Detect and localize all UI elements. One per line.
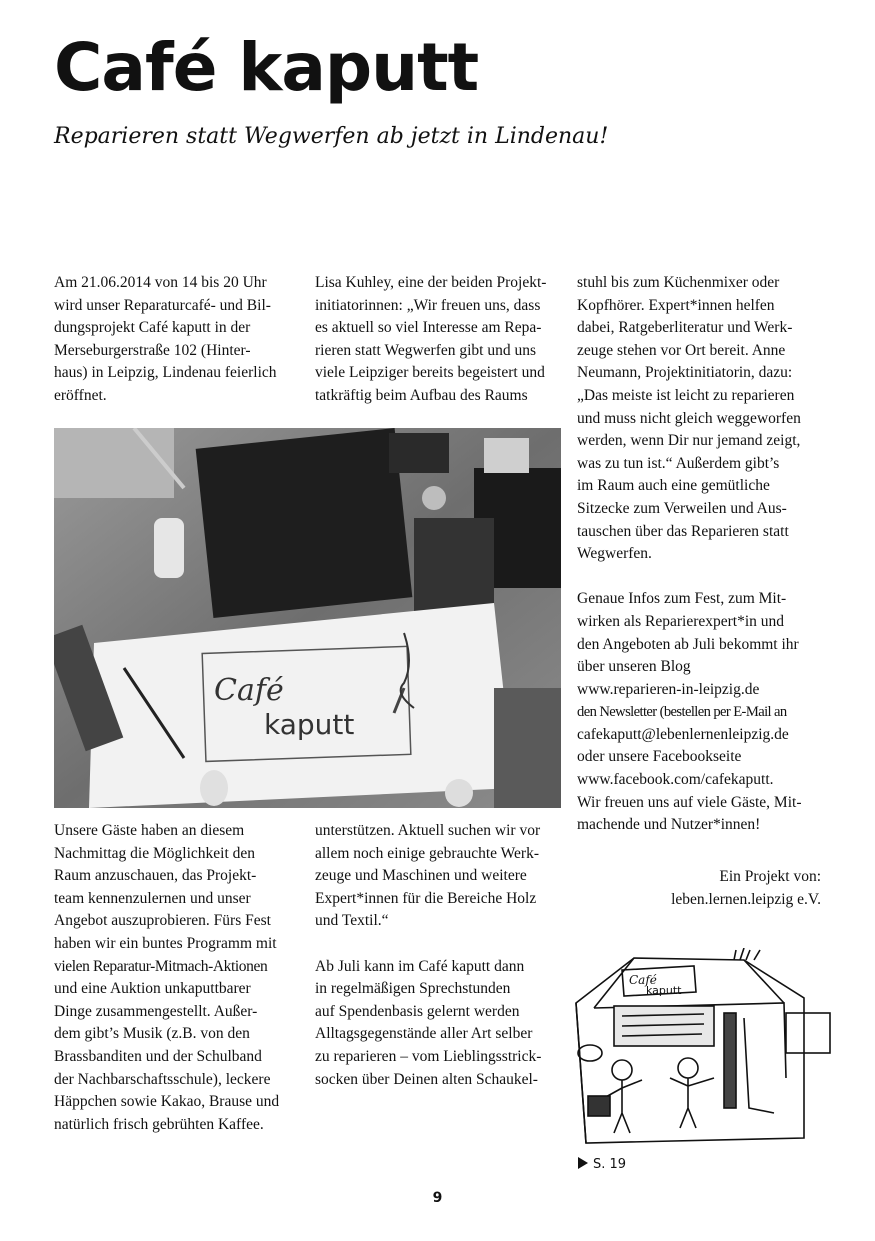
text-line: zeuge und Maschinen und weitere (315, 867, 527, 885)
text-line: dem gibt’s Musik (z.B. von den (54, 1025, 250, 1043)
text-line: Häppchen sowie Kakao, Brause und (54, 1093, 280, 1111)
text-line: Raum anzuschauen, das Projekt- (54, 867, 257, 885)
text-line: wird unser Reparaturcafé- und Bil- (54, 296, 271, 314)
photo-logo-line1: Café (214, 673, 284, 708)
text-line: tatkräftig beim Aufbau des Raums (315, 386, 528, 404)
text-line: Expert*innen für die Bereiche Holz (315, 889, 537, 907)
text-line: auf Spendenbasis gelernt werden (315, 1002, 520, 1020)
drawing-sign-line1: Café (629, 973, 657, 987)
text-line: den Newsletter (bestellen per E-Mail an (577, 704, 787, 721)
email-link[interactable]: cafekaputt@lebenlernenleipzig.de (577, 725, 789, 743)
text-line: haus) in Leipzig, Lindenau feierlich (54, 364, 277, 382)
text-line: vielen Reparatur-Mitmach-Aktionen (54, 957, 268, 975)
project-credit (577, 866, 821, 911)
article-subtitle: Reparieren statt Wegwerfen ab jetzt in Lindenau! (54, 124, 609, 149)
text-line: und Textil.“ (315, 912, 389, 930)
article-title: Café kaputt (54, 29, 479, 106)
text-line: dungsprojekt Café kaputt in der (54, 319, 251, 337)
text-line: Lisa Kuhley, eine der beiden Projekt- (315, 274, 547, 291)
text-line: werden, wenn Dir nur jemand zeigt, (577, 432, 801, 450)
text-line: unterstützen. Aktuell suchen wir vor (315, 822, 541, 839)
text-line: Wegwerfen. (577, 545, 652, 563)
text-line: team kennenzulernen und unser (54, 889, 251, 907)
photo-logo-line2: kaputt (264, 708, 355, 741)
text-line: Kopfhörer. Expert*innen helfen (577, 296, 775, 314)
text-line: den Angeboten ab Juli bekommt ihr (577, 635, 799, 653)
text-line: Nachmittag die Möglichkeit den (54, 844, 256, 862)
text-line: Unsere Gäste haben an diesem (54, 822, 245, 839)
text-line: zu reparieren – vom Lieblingsstrick- (315, 1047, 542, 1065)
text-line: socken über Deinen alten Schaukel- (315, 1070, 538, 1088)
text-line: rieren statt Wegwerfen gibt und uns (315, 341, 537, 359)
text-line: Genaue Infos zum Fest, zum Mit- (577, 590, 787, 608)
text-line: wirken als Reparierexpert*in und (577, 612, 785, 630)
credit-line: Ein Projekt von: (719, 868, 821, 885)
text-line: Angebot auszuprobieren. Fürs Fest (54, 912, 271, 930)
blog-link[interactable]: www.reparieren-in-leipzig.de (577, 680, 760, 698)
text-line: dabei, Ratgeberliteratur und Werk- (577, 319, 793, 337)
column-1-bottom (54, 820, 298, 1136)
text-line: Alltagsgegenstände aller Art selber (315, 1025, 533, 1043)
text-line: haben wir ein buntes Programm mit (54, 934, 277, 952)
text-line: Dinge zusammengestellt. Außer- (54, 1002, 258, 1020)
text-line: Neumann, Projektinitiatorin, dazu: (577, 364, 793, 382)
text-line: im Raum auch eine gemütliche (577, 477, 770, 495)
facebook-link[interactable]: www.facebook.com/cafekaputt. (577, 771, 774, 789)
column-3 (577, 272, 821, 837)
text-line: stuhl bis zum Küchenmixer oder (577, 274, 780, 291)
page-ref-text: S. 19 (593, 1157, 627, 1172)
credit-line: leben.lernen.leipzig e.V. (671, 890, 821, 908)
photo-illustration (54, 428, 561, 808)
text-line: Brassbanditen und der Schulband (54, 1047, 262, 1065)
text-line: der Nachbarschaftsschule), leckere (54, 1070, 271, 1088)
text-line: viele Leipziger bereits begeistert und (315, 364, 545, 382)
text-line: Ab Juli kann im Café kaputt dann (315, 957, 525, 975)
cafe-photo (54, 428, 561, 808)
text-line: oder unsere Facebookseite (577, 748, 742, 766)
cafe-drawing (574, 948, 836, 1144)
play-triangle-icon (578, 1157, 588, 1169)
column-1-top (54, 272, 298, 408)
text-line: was zu tun ist.“ Außerdem gibt’s (577, 454, 780, 472)
text-line: Am 21.06.2014 von 14 bis 20 Uhr (54, 274, 267, 291)
text-line: und muss nicht gleich weggeworfen (577, 409, 801, 427)
text-line: in regelmäßigen Sprechstunden (315, 980, 511, 998)
text-line: Wir freuen uns auf viele Gäste, Mit- (577, 793, 802, 811)
text-line: Sitzecke zum Verweilen und Aus- (577, 499, 787, 517)
text-line: eröffnet. (54, 386, 107, 404)
page-reference (578, 1156, 626, 1174)
sketch-illustration (574, 948, 836, 1144)
drawing-sign-line2: kaputt (646, 984, 682, 997)
text-line: natürlich frisch gebrühten Kaffee. (54, 1115, 264, 1133)
text-line: es aktuell so viel Interesse am Repa- (315, 319, 542, 337)
text-line: über unseren Blog (577, 658, 691, 676)
text-line: machende und Nutzer*innen! (577, 816, 761, 834)
text-line: initiatorinnen: „Wir freuen uns, dass (315, 296, 541, 314)
page-number: 9 (432, 1190, 443, 1206)
text-line: allem noch einige gebrauchte Werk- (315, 844, 539, 862)
text-line: und eine Auktion unkaputtbarer (54, 980, 251, 998)
text-line: zeuge stehen vor Ort bereit. Anne (577, 341, 786, 359)
text-line: tauschen über das Reparieren statt (577, 522, 789, 540)
text-line: „Das meiste ist leicht zu reparieren (577, 386, 795, 404)
column-2-top (315, 272, 559, 408)
column-2-bottom (315, 820, 559, 1091)
text-line: Merseburgerstraße 102 (Hinter- (54, 341, 251, 359)
